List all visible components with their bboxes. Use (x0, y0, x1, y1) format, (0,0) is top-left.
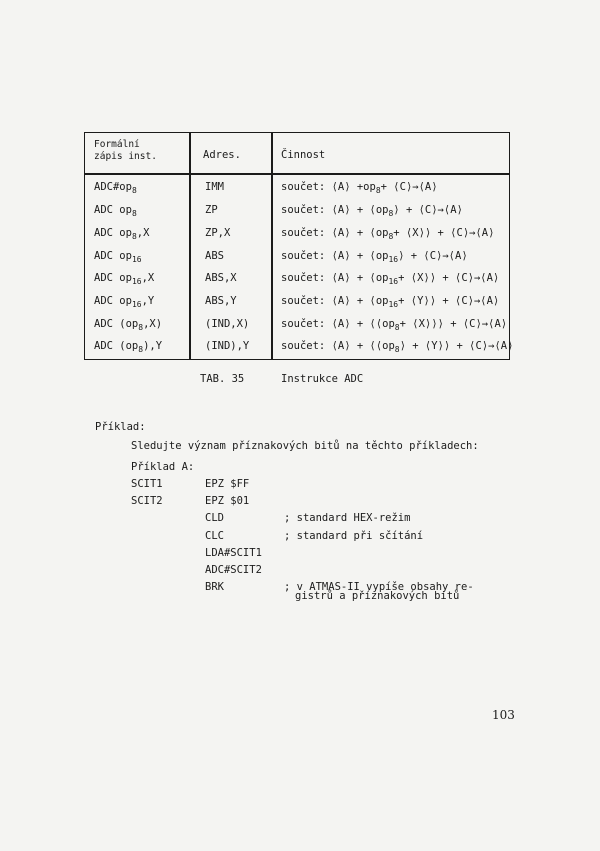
address-mode-cell: (IND),Y (205, 340, 250, 352)
operation-cell: součet: ⟨A⟩ + $⟨op_{16}+$ ⟨X⟩⟩ + ⟨C⟩→⟨A⟩ (281, 272, 500, 286)
mnemonic-cell: ADC $op_{16}$ (94, 250, 142, 264)
table-row (85, 270, 509, 292)
adc-instruction-table (84, 132, 514, 360)
header-formal-notation: Formální zápis inst. (94, 139, 157, 162)
table-row (85, 225, 509, 247)
address-mode-cell: (IND,X) (205, 318, 250, 330)
code-comment-continuation: gistrů a příznakových bitů (295, 590, 460, 602)
address-mode-cell: ABS,Y (205, 295, 237, 307)
operation-cell: součet: ⟨A⟩ + $⟨⟨op_8⟩$ + ⟨Y⟩⟩ + ⟨C⟩→⟨A⟩ (281, 340, 514, 354)
code-instruction: LDA#SCIT1 (205, 546, 262, 559)
table-row (85, 338, 514, 360)
code-comment: ; standard HEX-režim (284, 512, 411, 525)
table-row (85, 316, 509, 338)
table-row (85, 293, 509, 315)
code-comment: ; standard při sčítání (284, 529, 424, 542)
mnemonic-cell: ADC $(op_8,X)$ (94, 318, 163, 332)
operation-cell: součet: ⟨A⟩ + $⟨op_{16}⟩$ + ⟨C⟩→⟨A⟩ (281, 250, 468, 264)
code-instruction: EPZ $01 (205, 495, 250, 508)
operation-cell: součet: ⟨A⟩ + $⟨op_8⟩$ + ⟨C⟩→⟨A⟩ (281, 204, 463, 218)
header-activity: Činnost (281, 149, 326, 161)
table-caption-label: TAB. 35 (200, 373, 245, 385)
code-instruction: CLD (205, 512, 224, 525)
code-instruction: EPZ $FF (205, 478, 250, 490)
operation-cell: součet: ⟨A⟩ + $⟨⟨op_8+$ ⟨X⟩⟩⟩ + ⟨C⟩→⟨A⟩ (281, 318, 508, 332)
table-row (85, 202, 509, 224)
page-number: 103 (492, 708, 515, 722)
code-instruction: BRK (205, 581, 224, 594)
mnemonic-cell: ADC $op_{16},Y$ (94, 295, 155, 309)
operation-cell: součet: ⟨A⟩ + $⟨op_{16}+$ ⟨Y⟩⟩ + ⟨C⟩→⟨A⟩ (281, 295, 500, 309)
address-mode-cell: ABS (205, 250, 224, 262)
code-comment: ; v ATMAS-II vypíše obsahy re- (284, 581, 474, 594)
header-address: Adres. (203, 149, 241, 161)
code-instruction: ADC#SCIT2 (205, 564, 262, 576)
code-instruction: CLC (205, 529, 224, 542)
mnemonic-cell: ADC $(op_8),Y$ (94, 340, 163, 354)
address-mode-cell: ZP,X (205, 227, 231, 239)
table-row (85, 179, 509, 201)
table-row (85, 248, 509, 270)
address-mode-cell: IMM (205, 181, 224, 193)
address-mode-cell: ABS,X (205, 272, 237, 284)
mnemonic-cell: ADC $op_{16},X$ (94, 272, 155, 286)
operation-cell: součet: ⟨A⟩ + $⟨op_8+$ ⟨X⟩⟩ + ⟨C⟩→⟨A⟩ (281, 227, 495, 241)
mnemonic-cell: $ADC\#op_8$ (94, 181, 137, 195)
mnemonic-cell: ADC $op_8,X$ (94, 227, 150, 241)
table-caption-title: Instrukce ADC (281, 373, 364, 385)
mnemonic-cell: ADC $op_8$ (94, 204, 137, 218)
table-header-divider (85, 173, 509, 175)
code-label: SCIT1 (131, 478, 163, 490)
example-sub-heading: Příklad A: (131, 461, 195, 473)
operation-cell: součet: ⟨A⟩ $+op_8+$ ⟨C⟩→⟨A⟩ (281, 181, 438, 195)
code-label: SCIT2 (131, 495, 163, 508)
address-mode-cell: ZP (205, 204, 218, 216)
example-intro: Sledujte význam příznakových bitů na těchto příkladech: (131, 440, 479, 452)
example-heading: Příklad: (95, 421, 146, 433)
